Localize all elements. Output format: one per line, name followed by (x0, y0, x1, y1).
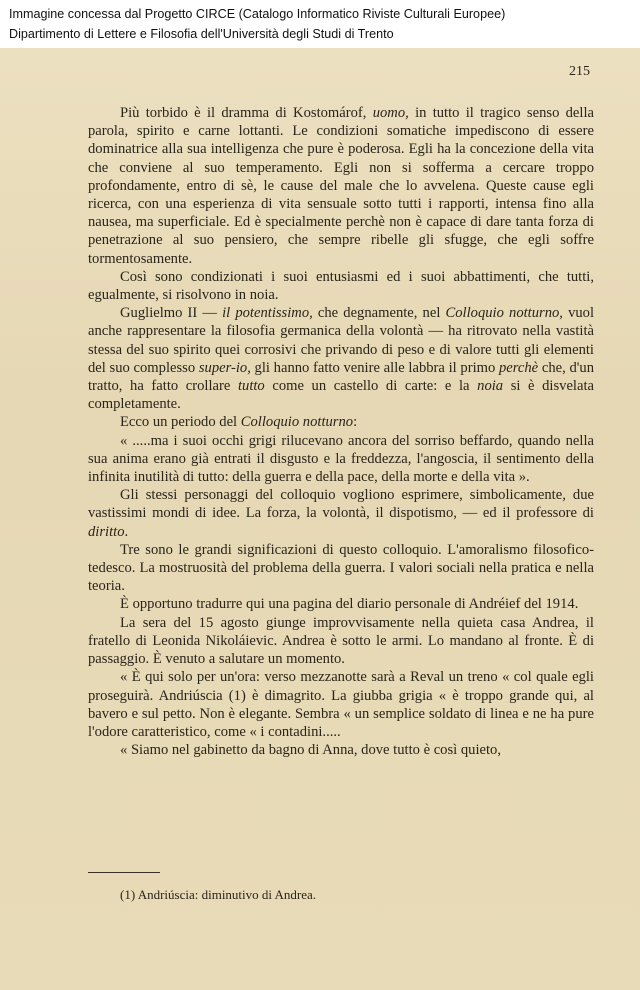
italic-run: uomo, (372, 105, 409, 121)
italic-run: perchè (499, 359, 539, 376)
text-run: Ecco un periodo del (120, 414, 241, 431)
text-run: . (124, 523, 129, 540)
footnote-divider (88, 872, 160, 873)
italic-run: super-io, (198, 359, 251, 376)
paragraph-6 (88, 486, 594, 541)
italic-run: Colloquio notturno, (445, 305, 563, 322)
page-number: 215 (569, 64, 590, 79)
banner-line-1: Immagine concessa dal Progetto CIRCE (Catalogo Informatico Riviste Culturali Europee) (9, 7, 506, 21)
text-run: come un castello di carte: e la (264, 378, 478, 395)
text-run: in tutto il tragico senso della parola, spirito e carne lottanti. Le condizioni somatiche impediscono di essere dominatrice alla sua intelligenza che pure è poderosa. Egli ha la concezione della vita che conviene al suo temperamento. Egli non si sofferma a cercare troppo profondamente, entro di sè, le cause del male che lo avvelena. Queste cause egli ricerca, con una esperienza di vita sensuale sotto tutti i rapporti, intensa fino alla nausea, ma superficiale. Ed è specialmente perchè non è capace di dare tanta forza di penetrazione al suo pensiero, che sempre ribelle gli sfugge, che egli soffre tormentosamente. (88, 105, 595, 267)
quotation-1: « .....ma i suoi occhi grigi rilucevano ancora del sorriso beffardo, quando nella sua anima erano già entrati il disgusto e la freddezza, l'angoscia, il sentimento della infinita inutilità di tutto: della guerra e della pace, della morte e della vita ». (88, 432, 594, 486)
text-run: : (353, 414, 358, 431)
text-run: Guglielmo II — (120, 305, 223, 322)
italic-run: Colloquio notturno (240, 414, 354, 431)
text-run: vuol anche rappresentare la filosofia germanica della volontà — ha ritrovato nella vastità stessa del suo spirito quei corrosivi che privando di peso e di valore tutti gli elementi del suo complesso (88, 305, 595, 376)
text-run: Più torbido è il dramma di Kostomárof, (120, 105, 373, 121)
italic-run: diritto (88, 523, 125, 540)
body-text (88, 104, 594, 759)
paragraph-7: Tre sono le grandi significazioni di questo colloquio. L'amoralismo filosofico-tedesco. La mostruosità del problema della guerra. I valori sociali nella pratica e nella teoria. (88, 541, 594, 595)
text-run: Gli stessi personaggi del colloquio vogliono esprimere, simbolicamente, due vastissimi mondi di idee. La forza, la volontà, il dispotismo, — ed il professore di (88, 487, 594, 522)
paragraph-8: È opportuno tradurre qui una pagina del diario personale di Andréief del 1914. (120, 596, 579, 613)
paragraph-9: La sera del 15 agosto giunge improvvisamente nella quieta casa Andrea, il fratello di Leonida Nikoláievic. Andrea è sotto le armi. Lo mandano al fronte. È di passaggio. È venuto a salutare un momento. (88, 614, 594, 668)
paragraph-4 (88, 413, 594, 431)
paragraph-2: Così sono condizionati i suoi entusiasmi ed i suoi abbattimenti, che tutti, egualmente, si risolvono in noia. (88, 268, 594, 304)
italic-run: noia (477, 378, 504, 395)
footnote: (1) Andriúscia: diminutivo di Andrea. (120, 887, 317, 902)
text-run: che degnamente, nel (312, 305, 446, 322)
text-run: che, d'un tratto, ha fatto crollare (88, 359, 595, 395)
source-banner (0, 0, 640, 48)
paragraph-3 (88, 304, 594, 413)
quotation-3: « Siamo nel gabinetto da bagno di Anna, dove tutto è così quieto, (120, 742, 501, 759)
italic-run: tutto (237, 378, 265, 395)
text-run: si è disvelata completamente. (88, 378, 594, 413)
text-run: gli hanno fatto venire alle labbra il primo (250, 359, 499, 376)
paragraph-1 (88, 104, 594, 268)
banner-line-2: Dipartimento di Lettere e Filosofia dell'Università degli Studi di Trento (9, 27, 394, 41)
italic-run: il potentissimo, (222, 305, 313, 322)
quotation-2: « È qui solo per un'ora: verso mezzanotte sarà a Reval un treno « col quale egli proseguirà. Andriúscia (1) è dimagrito. La giubba grigia « è troppo grande qui, al bavero e sul petto. Non è elegante. Sembra « un semplice soldato di linea e ne ha pure l'odore caratteristico, come « i contadini..... (88, 669, 594, 740)
